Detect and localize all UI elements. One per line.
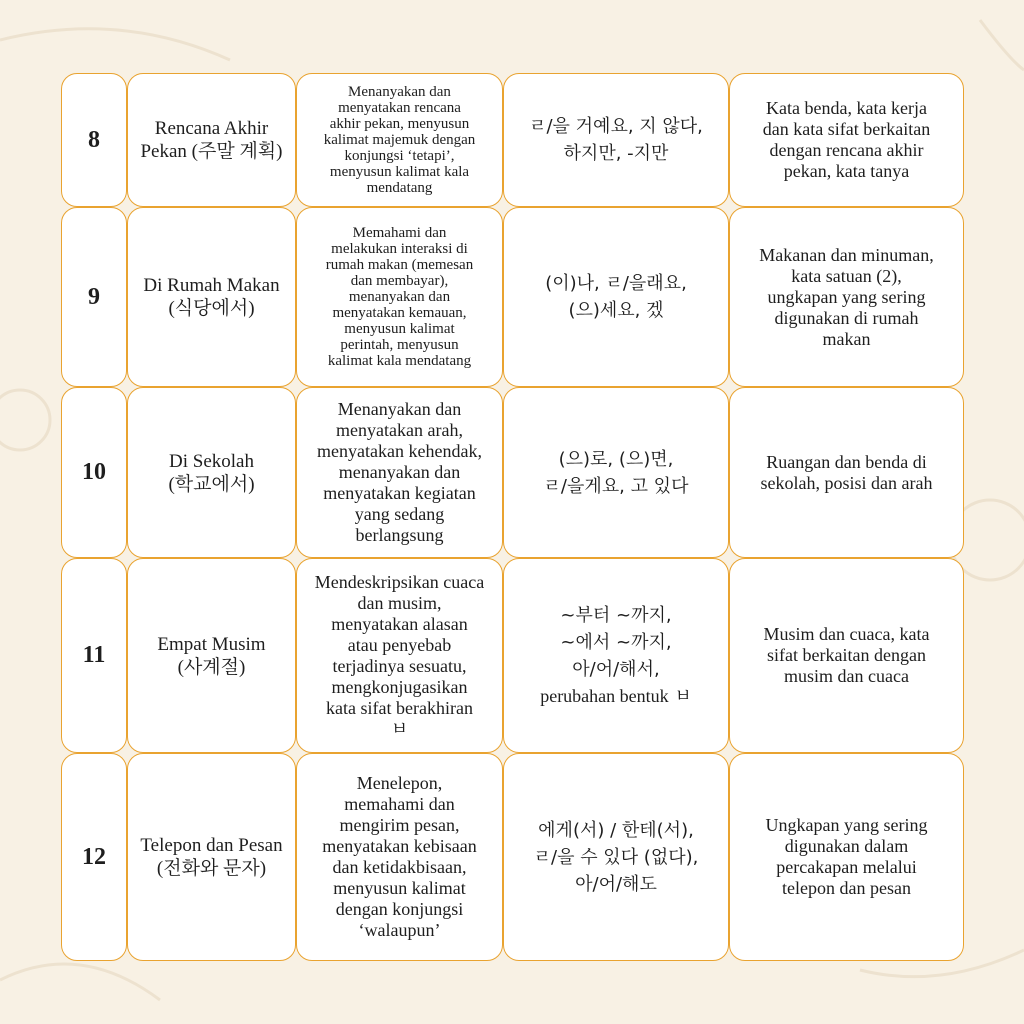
row-9-number: 9: [61, 207, 127, 387]
curriculum-table: [61, 73, 964, 961]
row-12-goals: Menelepon, memahami dan mengirim pesan, menyatakan kebisaan dan ketidakbisaan, menyusun kalimat dengan konjungsi ‘walaupun’: [296, 753, 503, 961]
row-11-topic: Empat Musim (사계절): [127, 558, 296, 753]
row-12-topic: Telepon dan Pesan (전화와 문자): [127, 753, 296, 961]
row-10-number: 10: [61, 387, 127, 558]
row-12-number: 12: [61, 753, 127, 961]
row-10-grammar: (으)로, (으)면, ㄹ/을게요, 고 있다: [503, 387, 729, 558]
row-8-goals: Menanyakan dan menyatakan rencana akhir pekan, menyusun kalimat majemuk dengan konjungsi ‘tetapi’, menyusun kalimat kala mendatang: [296, 73, 503, 207]
row-10-goals: Menanyakan dan menyatakan arah, menyatakan kehendak, menanyakan dan menyatakan kegiatan yang sedang berlangsung: [296, 387, 503, 558]
row-12-grammar: 에게(서) / 한테(서), ㄹ/을 수 있다 (없다), 아/어/해도: [503, 753, 729, 961]
row-9-goals: Memahami dan melakukan interaksi di rumah makan (memesan dan membayar), menanyakan dan menyatakan kemauan, menyusun kalimat perintah, menyusun kalimat kala mendatang: [296, 207, 503, 387]
row-8-grammar: ㄹ/을 거예요, 지 않다, 하지만, -지만: [503, 73, 729, 207]
row-9-topic: Di Rumah Makan (식당에서): [127, 207, 296, 387]
row-8-vocabulary: Kata benda, kata kerja dan kata sifat berkaitan dengan rencana akhir pekan, kata tanya: [729, 73, 964, 207]
row-12-vocabulary: Ungkapan yang sering digunakan dalam percakapan melalui telepon dan pesan: [729, 753, 964, 961]
row-11-vocabulary: Musim dan cuaca, kata sifat berkaitan dengan musim dan cuaca: [729, 558, 964, 753]
row-11-number: 11: [61, 558, 127, 753]
row-10-topic: Di Sekolah (학교에서): [127, 387, 296, 558]
row-11-goals: Mendeskripsikan cuaca dan musim, menyatakan alasan atau penyebab terjadinya sesuatu, mengkonjugasikan kata sifat berakhiran ㅂ: [296, 558, 503, 753]
row-9-vocabulary: Makanan dan minuman, kata satuan (2), ungkapan yang sering digunakan di rumah makan: [729, 207, 964, 387]
row-8-number: 8: [61, 73, 127, 207]
row-8-topic: Rencana Akhir Pekan (주말 계획): [127, 73, 296, 207]
row-10-vocabulary: Ruangan dan benda di sekolah, posisi dan arah: [729, 387, 964, 558]
row-9-grammar: (이)나, ㄹ/을래요, (으)세요, 겠: [503, 207, 729, 387]
row-11-grammar: ~부터 ~까지, ~에서 ~까지, 아/어/해서, perubahan bentuk ㅂ: [503, 558, 729, 753]
